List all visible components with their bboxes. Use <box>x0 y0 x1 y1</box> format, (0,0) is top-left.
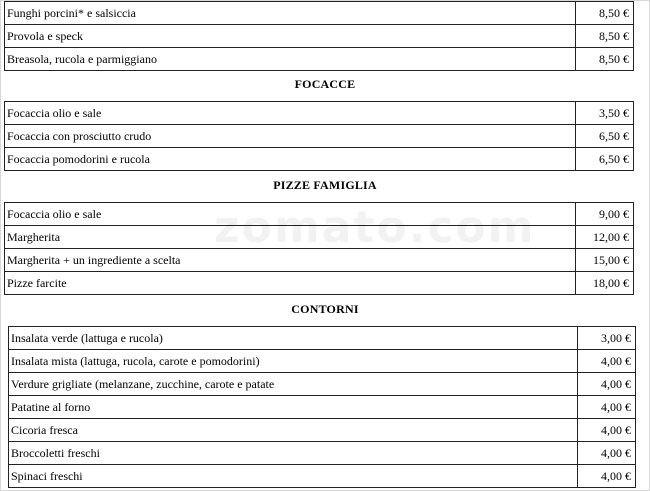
item-name: Margherita + un ingrediente a scelta <box>5 249 576 272</box>
menu-row <box>5 2 634 25</box>
item-price: 3,00 € <box>578 327 636 350</box>
item-price: 6,50 € <box>576 125 634 148</box>
menu-row <box>5 272 634 295</box>
section-title-pizze-famiglia: PIZZE FAMIGLIA <box>273 178 377 192</box>
zomato-watermark: zomato.com <box>214 202 536 253</box>
menu-row <box>5 148 634 171</box>
item-price: 4,00 € <box>578 442 636 465</box>
menu-row <box>5 25 634 48</box>
item-price: 8,50 € <box>576 25 634 48</box>
item-name: Provola e speck <box>5 25 576 48</box>
menu-row <box>5 48 634 71</box>
menu-row <box>9 442 636 465</box>
item-price: 3,50 € <box>576 102 634 125</box>
menu-row <box>5 125 634 148</box>
item-price: 6,50 € <box>576 148 634 171</box>
menu-table-contorni <box>8 326 636 488</box>
item-price: 8,50 € <box>576 2 634 25</box>
item-name: Breasola, rucola e parmiggiano <box>5 48 576 71</box>
menu-row <box>5 203 634 226</box>
item-name: Focaccia con prosciutto crudo <box>5 125 576 148</box>
item-price: 4,00 € <box>578 373 636 396</box>
item-name: Cicoria fresca <box>9 419 578 442</box>
item-name: Funghi porcini* e salsiccia <box>5 2 576 25</box>
item-name: Patatine al forno <box>9 396 578 419</box>
menu-row <box>9 465 636 488</box>
item-name: Verdure grigliate (melanzane, zucchine, carote e patate <box>9 373 578 396</box>
menu-row <box>9 396 636 419</box>
item-price: 12,00 € <box>576 226 634 249</box>
item-price: 4,00 € <box>578 350 636 373</box>
item-name: Insalata mista (lattuga, rucola, carote e pomodorini) <box>9 350 578 373</box>
item-name: Pizze farcite <box>5 272 576 295</box>
section-title-contorni: CONTORNI <box>291 302 359 316</box>
menu-row <box>9 327 636 350</box>
menu-row <box>9 419 636 442</box>
item-name: Focaccia olio e sale <box>5 102 576 125</box>
menu-table-focacce <box>4 101 634 171</box>
item-name: Spinaci freschi <box>9 465 578 488</box>
menu-table-pizze <box>4 1 634 71</box>
menu-row <box>9 373 636 396</box>
item-price: 4,00 € <box>578 465 636 488</box>
menu-table-pizze-famiglia <box>4 202 634 295</box>
item-price: 8,50 € <box>576 48 634 71</box>
item-price: 18,00 € <box>576 272 634 295</box>
item-price: 9,00 € <box>576 203 634 226</box>
item-name: Margherita <box>5 226 576 249</box>
item-price: 4,00 € <box>578 396 636 419</box>
item-name: Insalata verde (lattuga e rucola) <box>9 327 578 350</box>
item-name: Focaccia pomodorini e rucola <box>5 148 576 171</box>
menu-row <box>5 226 634 249</box>
menu-row <box>5 249 634 272</box>
menu-row <box>5 102 634 125</box>
item-name: Broccoletti freschi <box>9 442 578 465</box>
item-price: 4,00 € <box>578 419 636 442</box>
menu-row <box>9 350 636 373</box>
item-price: 15,00 € <box>576 249 634 272</box>
section-title-focacce: FOCACCE <box>294 77 356 91</box>
item-name: Focaccia olio e sale <box>5 203 576 226</box>
